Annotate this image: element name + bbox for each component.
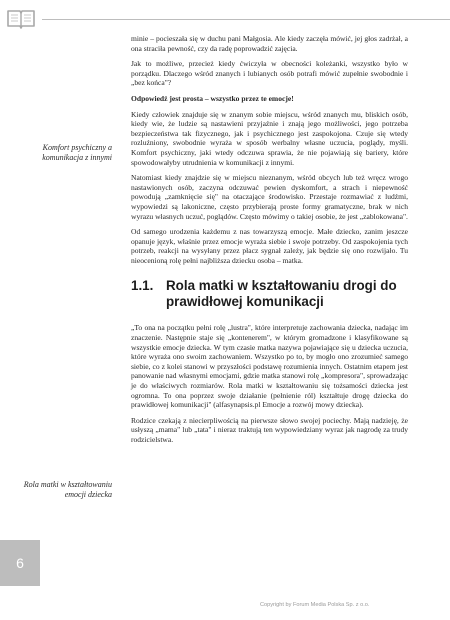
paragraph: Jak to możliwe, przecież kiedy ćwiczyła w obecności koleżanki, wszystko było w porządku. Dlaczego wśród znanych i lubianych osób potrafi mówić zupełnie swobodnie i „bez końca"? <box>131 59 408 88</box>
paragraph: Od samego urodzenia każdemu z nas towarzyszą emocje. Małe dziecko, zanim jeszcze opanuje język, właśnie przez emocje wyraża siebie i swoje potrzeby. Od zaspokojenia tych potrzeb, reakcji na wysyłany przez płacz sygnał zależy, jak będzie się ono rozwijało. Tu nieocenioną rolę pełni najbliższa dziecku osoba – matka. <box>131 227 408 265</box>
paragraph: „To ona na początku pełni rolę „lustra", które interpretuje zachowania dziecka, nadając im znaczenie. Następnie staje się „kontenerem", w którym gromadzone i klasyfikowane są wszystkie emocje dziecka. W tym czasie matka nazywa pojawiające się u dziecka uczucia, które wyraża ono swoim zachowaniem. Wszystko po to, by mogło ono zrozumieć samego siebie, co z kolei stanowi w przyszłości podstawę rozumienia innych. Ostatnim etapem jest panowanie nad własnymi emocjami, gdzie matka stanowi rolę „kompresora", sprowadzając je do właściwych rozmiarów. Rola matki w kształtowaniu się tożsamości dziecka jest ogromna. To ona poprzez swoje działanie (pełnienie ról) kształtuje drogę dziecka do prawidłowej komunikacji" (alfasynapsis.pl Emocje a rozwój mowy dziecka). <box>131 323 408 410</box>
copyright-notice: Copyright by Forum Media Polska Sp. z o.o. <box>260 602 370 608</box>
bold-statement: Odpowiedź jest prosta – wszystko przez te emocje! <box>131 93 294 103</box>
side-note-comfort: Komfort psychiczny a komunikacja z innymi <box>42 143 112 162</box>
section-number: 1.1. <box>131 278 154 294</box>
side-note-mother-role: Rola matki w kształtowaniu emocji dziecka <box>23 480 112 499</box>
section-heading <box>131 278 408 310</box>
open-book-icon <box>6 7 36 29</box>
main-text <box>131 34 408 451</box>
paragraph: Rodzice czekają z niecierpliwością na pierwsze słowo swojej pociechy. Mają nadzieję, że usłyszą „mama" lub „tata" i nieraz traktują ten wypowiedziany wyraz jak nagrodę za trudy rodzicielstwa. <box>131 415 408 444</box>
page-number: 6 <box>16 555 24 571</box>
header-rule <box>0 19 450 20</box>
paragraph: minie – pocieszała się w duchu pani Małgosia. Ale kiedy zaczęła mówić, jej głos zadrżał, a ona straciła pewność, czy da radę poprowadzić zajęcia. <box>131 34 408 53</box>
section-title: Rola matki w kształtowaniu drogi do prawidłowej komunikacji <box>166 278 397 310</box>
paragraph: Kiedy człowiek znajduje się w znanym sobie miejscu, wśród znanych mu, bliskich osób, kiedy wie, że ludzie są nastawieni przyjaźnie i znają jego możliwości, jego potrzeba bezpieczeństwa tak fizycznego, jak i psychicznego jest zaspokojona. Czuje się wtedy rozluźniony, swobodnie wyraża w sposób werbalny własne uczucia, poglądy, myśli. Komfort psychiczny, jaki wtedy odczuwa sprawia, że nie pojawiają się bariery, które spowodowałyby utrudnienia w komunikacji z innymi. <box>131 109 408 167</box>
paragraph: Natomiast kiedy znajdzie się w miejscu nieznanym, wśród obcych lub też wręcz wrogo nastawionych osób, zaczyna odczuwać pewien dyskomfort, a strach i niepewność powodują „zamknięcie się" na otaczające środowisko. Przestaje rozmawiać z ludźmi, wypowiedzi są lakoniczne, często przybierają proste formy gramatyczne, brak w nich wyrazu własnych uczuć, poglądów. Często mówimy o takiej osobie, że jest „zablokowana". <box>131 173 408 221</box>
